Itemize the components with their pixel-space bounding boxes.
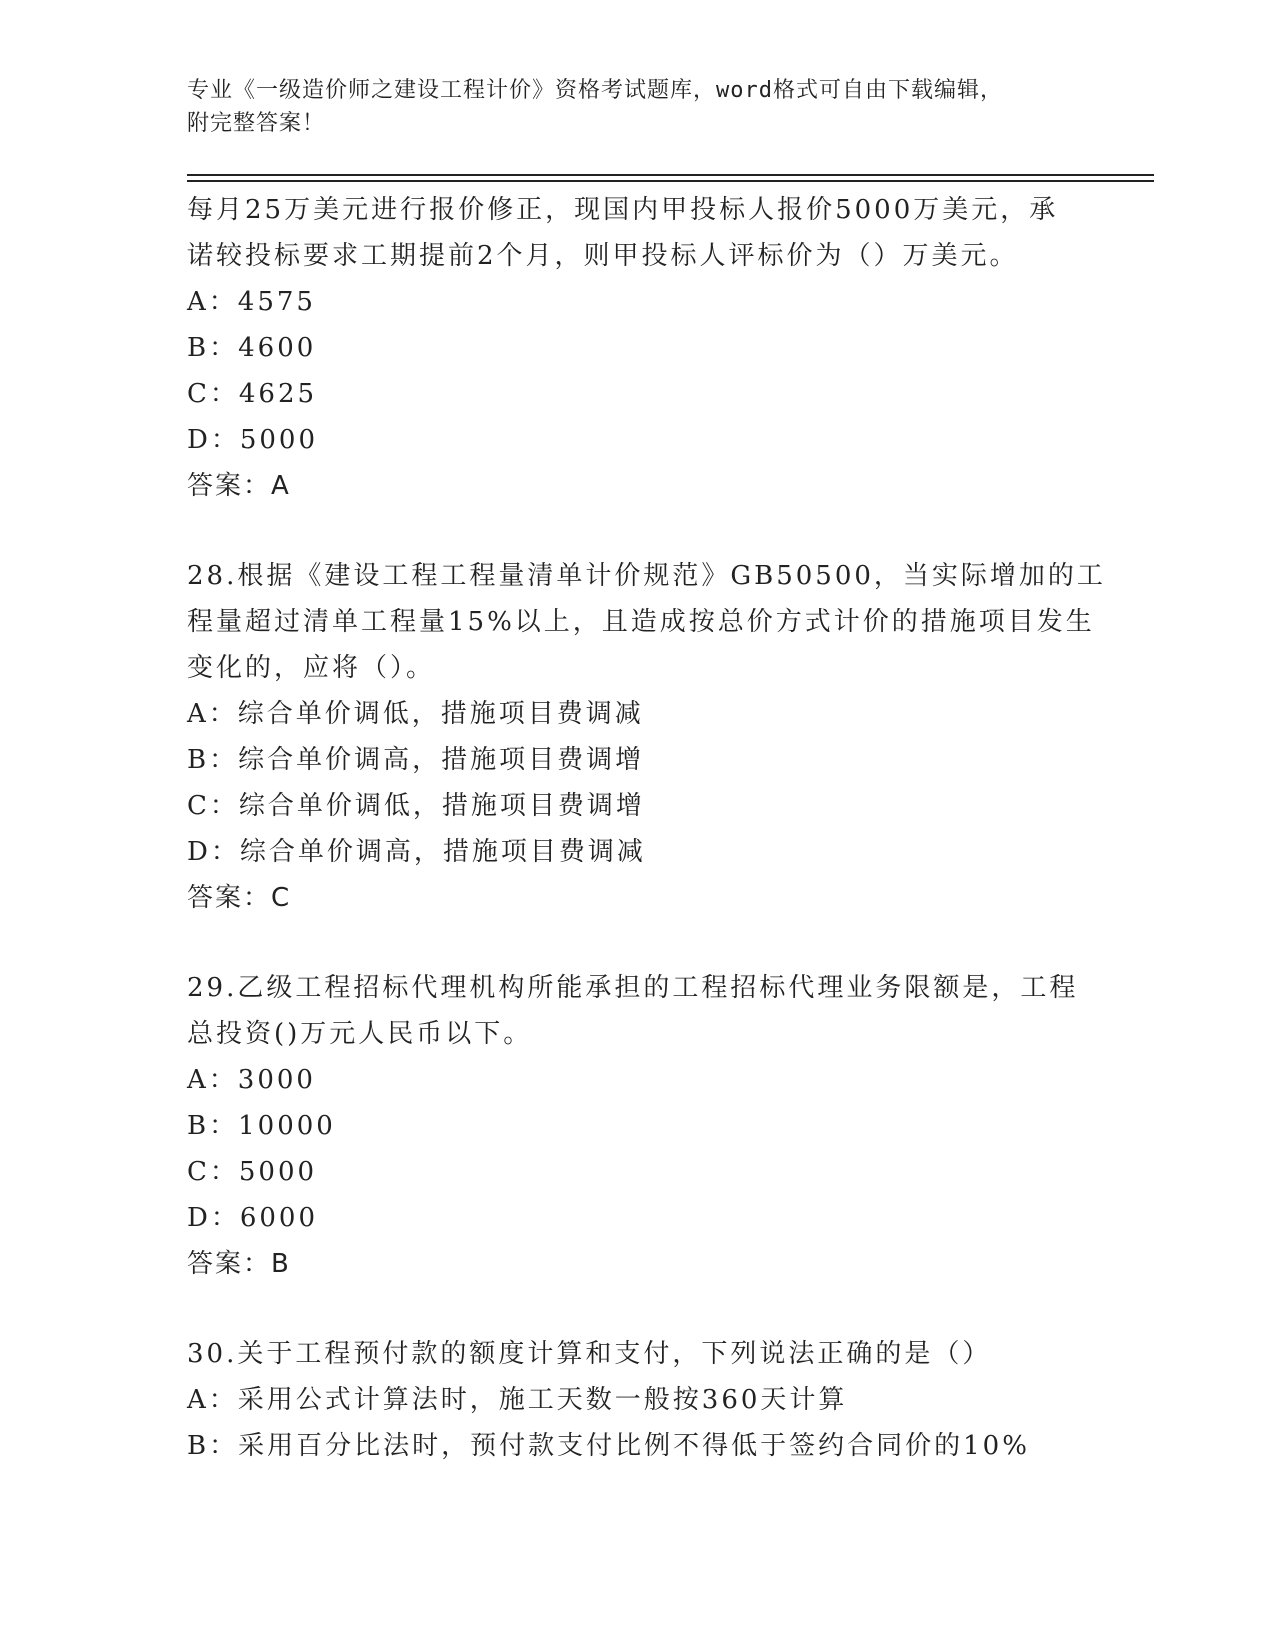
question-text-line: 程量超过清单工程量15%以上，且造成按总价方式计价的措施项目发生: [187, 607, 1095, 637]
header-line-1: 专业《一级造价师之建设工程计价》资格考试题库，word格式可自由下载编辑，: [187, 78, 1003, 103]
question-text-line: 总投资()万元人民币以下。: [187, 1019, 533, 1049]
option-c: C：5000: [187, 1157, 318, 1187]
option-a: A：采用公式计算法时，施工天数一般按360天计算: [187, 1385, 848, 1415]
option-b: B：采用百分比法时，预付款支付比例不得低于签约合同价的10%: [187, 1431, 1030, 1461]
option-b: B：综合单价调高，措施项目费调增: [187, 745, 645, 775]
option-b: B：4600: [187, 333, 317, 363]
option-a: A：3000: [187, 1065, 316, 1095]
header-line-2: 附完整答案！: [187, 111, 326, 136]
question-text-line: 诺较投标要求工期提前2个月，则甲投标人评标价为（）万美元。: [187, 241, 1019, 271]
option-c: C：综合单价调低，措施项目费调增: [187, 791, 645, 821]
option-a: A：4575: [187, 287, 316, 317]
option-a: A：综合单价调低，措施项目费调减: [187, 699, 644, 729]
question-text-line: 29.乙级工程招标代理机构所能承担的工程招标代理业务限额是，工程: [187, 973, 1079, 1003]
question-text-line: 28.根据《建设工程工程量清单计价规范》GB50500，当实际增加的工: [187, 561, 1106, 591]
question-30: [187, 1331, 1087, 1469]
header-divider-top: [187, 174, 1154, 176]
option-d: D：6000: [187, 1203, 319, 1233]
option-b: B：10000: [187, 1111, 336, 1141]
document-header: [187, 74, 1067, 140]
question-29: [187, 965, 1087, 1287]
header-divider-bottom: [187, 180, 1154, 182]
option-d: D：综合单价调高，措施项目费调减: [187, 837, 646, 867]
answer-label: 答案：B: [187, 1249, 291, 1279]
question-list: [187, 187, 1106, 1469]
option-d: D：5000: [187, 425, 319, 455]
question-text-line: 每月25万美元进行报价修正，现国内甲投标人报价5000万美元，承: [187, 195, 1059, 225]
question-27: [187, 187, 1087, 509]
answer-label: 答案：A: [187, 471, 291, 501]
answer-label: 答案：C: [187, 883, 292, 913]
question-text-line: 变化的，应将（）。: [187, 653, 436, 683]
option-c: C：4625: [187, 379, 318, 409]
question-28: [187, 553, 1106, 921]
question-text-line: 30.关于工程预付款的额度计算和支付，下列说法正确的是（）: [187, 1339, 992, 1369]
